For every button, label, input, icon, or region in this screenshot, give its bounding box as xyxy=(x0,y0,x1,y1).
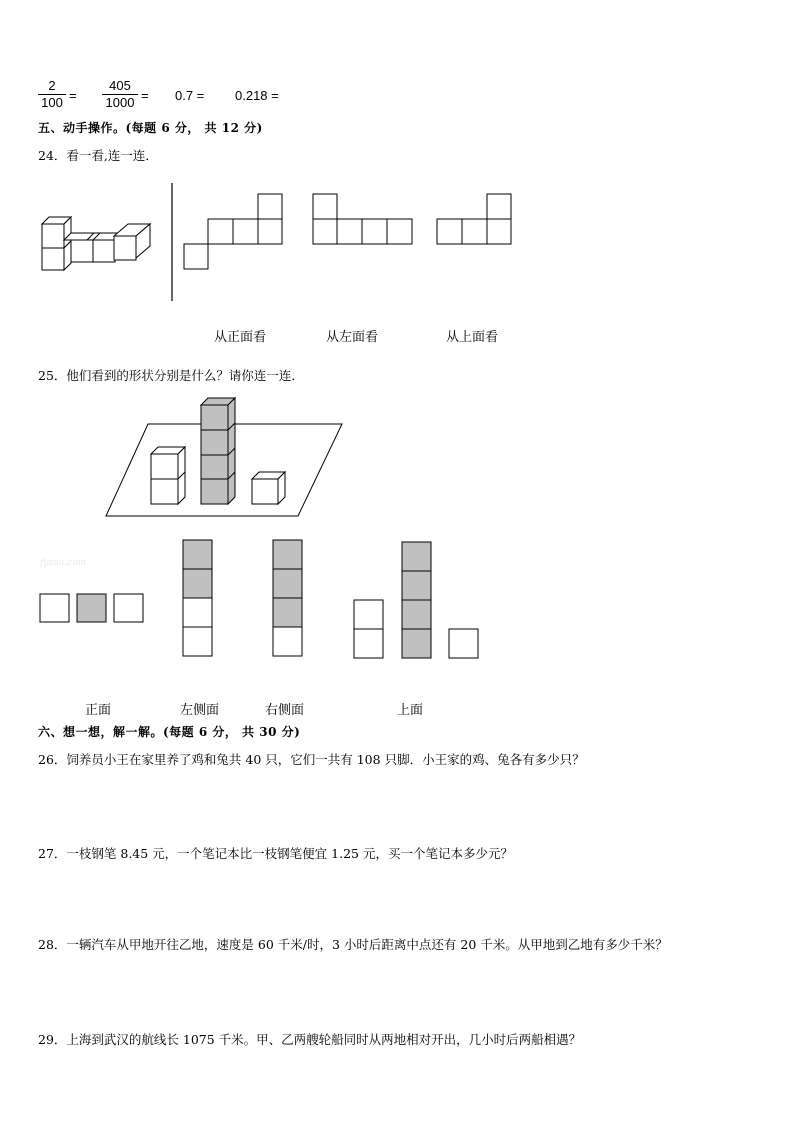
question-27-text: 27．一枝钢笔 8.45 元，一个笔记本比一枝钢笔便宜 1.25 元，买一个笔记本多少元？ xyxy=(38,846,513,861)
q25-label-top: 上面 xyxy=(397,703,424,718)
question-25-text: 25．他们看到的形状分别是什么？请你连一连． xyxy=(38,368,304,383)
equals-sign: = xyxy=(141,88,149,103)
fraction-denominator: 1000 xyxy=(105,95,135,110)
question-28-text: 28．一辆汽车从甲地开往乙地，速度是 60 千米/时，3 小时后距离中点还有 20 千米。从甲地到乙地有多少千米？ xyxy=(38,937,668,952)
equals-sign: = xyxy=(69,88,77,103)
section-heading: 五、动手操作。(每题 6 分， 共 12 分) xyxy=(38,121,263,135)
white-stack-2 xyxy=(151,447,185,504)
question-29-text: 29．上海到武汉的航线长 1075 千米。甲、乙两艘轮船同时从两地相对开出，几小时后两船相遇？ xyxy=(38,1032,582,1047)
decimal-expression: 0.7 = xyxy=(175,88,205,103)
q25-option-front xyxy=(40,594,143,622)
q25-option-right xyxy=(273,540,302,656)
q25-label-front: 正面 xyxy=(85,703,112,718)
q24-label-top: 从上面看 xyxy=(446,330,499,345)
q24-label-left: 从左面看 xyxy=(326,330,379,345)
fraction-numerator: 2 xyxy=(38,78,66,95)
fraction-numerator: 405 xyxy=(102,78,138,95)
gray-stack-4 xyxy=(201,398,235,504)
watermark: fyzou.com xyxy=(40,558,87,568)
decimal-expression: 0.218 = xyxy=(235,88,279,103)
q25-option-top xyxy=(354,542,478,658)
q25-option-left xyxy=(183,540,212,656)
fraction-denominator: 100 xyxy=(41,95,63,110)
question-24-text: 24．看一看,连一连． xyxy=(38,148,158,163)
question-26-text: 26．饲养员小王在家里养了鸡和兔共 40 只，它们一共有 108 只脚．小王家的鸡、兔各有多少只？ xyxy=(38,752,585,767)
q25-label-left-side: 左侧面 xyxy=(180,703,220,718)
q25-label-right-side: 右侧面 xyxy=(265,703,305,718)
q24-label-front: 从正面看 xyxy=(214,330,267,345)
white-cube-1 xyxy=(252,472,285,504)
section-heading: 六、想一想，解一解。(每题 6 分， 共 30 分) xyxy=(38,725,301,739)
